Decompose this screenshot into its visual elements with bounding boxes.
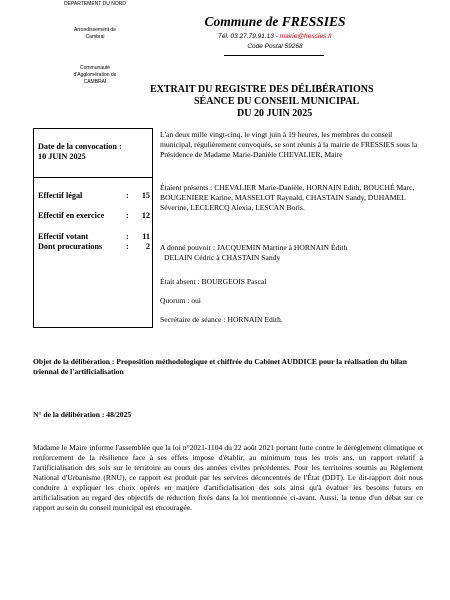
contact-block <box>200 32 350 52</box>
communaute-line: CAMBRAI <box>83 79 107 85</box>
arrondissement-line: Arrondissement de <box>74 27 116 33</box>
proxy-line: DELAIN Cédric à CHASTAIN Sandy <box>164 253 281 262</box>
stat-label: Effectif votant <box>38 232 89 241</box>
deliberation-body: Madame le Maire informe l'assemblée que la loi n°2021-1104 du 22 août 2021 portant lutte contre le dérèglement climatique et renforcement de la résilience face à ses effets impose d'établir, au minimum tous les trois ans, un rapport relatif à l'artificialisation des sols sur le territoire au cours des années civiles précédentes. Pour les territoires soumis au Règlement National d'Urbanisme (RNU), ce rapport est produit par les services déconcentrés de l'État (DDT). Le dit-rapport doit nous conduire à expliquer les choix opérés en matière d'artificialisation des sols ainsi qu'à évaluer les besoins futurs en artificialisation au regard des objectifs de réduction fixés dans la loi mentionnée ci-avant. Aussi, la tenue d'un débat sur ce rapport au sein du conseil municipal est encouragée. <box>33 443 423 512</box>
header-divider <box>224 55 324 56</box>
document-title <box>150 84 420 120</box>
stat-value: 15 <box>141 191 150 200</box>
communaute-block <box>40 65 150 86</box>
stat-value: 12 <box>141 211 150 220</box>
absent-line: Était absent : BOURGEOIS Pascal <box>160 277 267 286</box>
stat-label: Effectif en exercice <box>38 211 105 220</box>
proxies-block <box>160 243 422 263</box>
phone-line <box>200 32 350 42</box>
department-header <box>40 1 150 8</box>
phone-number: Tél. 03 27.79.91.13 - <box>217 33 280 40</box>
quorum-line: Quorum : oui <box>160 296 201 305</box>
deliberation-number: N° de la délibération : 48/2025 <box>33 410 132 419</box>
stat-value: 11 <box>142 232 150 241</box>
box-divider <box>34 177 152 178</box>
title-line: DU 20 JUIN 2025 <box>237 108 313 119</box>
title-line: SÉANCE DU CONSEIL MUNICIPAL <box>194 96 360 107</box>
commune-title: Commune de FRESSIES <box>204 14 346 29</box>
title-line: EXTRAIT DU REGISTRE DES DÉLIBÉRATIONS <box>150 84 374 95</box>
session-intro: L'an deux mille vingt-cinq, le vingt juin à 19 heures, les membres du conseil municipal, régulièrement convoqués, se sont réunis à la mairie de FRESSIES sous la Présidence de Madame Marie-Danièle CHEVALIER, Maire <box>160 130 418 159</box>
stat-label: Effectif légal <box>38 191 83 200</box>
communaute-line: Communauté <box>79 65 110 71</box>
attendees-present: Étaient présents : CHEVALIER Marie-Danièle, HORNAIN Edith, BOUCHÉ Marc, BOUGENIERE Karine, MASSELOT Raynald, CHASTAIN Sandy, DUHAMEL Séverine, LECLERCQ Alexia, LESCAN Boris. <box>160 183 415 212</box>
session-info-box: Date de la convocation : 10 JUIN 2025 Effectif légal : 15 Effectif en exercice : 12 Effectif votant : 11 Dont procurations : 2 <box>33 128 153 328</box>
communaute-line: d'Agglomération de <box>73 72 117 78</box>
convocation-label: Date de la convocation : <box>38 142 122 151</box>
deliberation-subject: Objet de la délibération : Proposition méthodologique et chiffrée du Cabinet AUDDICE pour la réalisation du bilan triennal de l'artificialisation <box>33 357 407 376</box>
proxy-line: A donné pouvoir : JACQUEMIN Martine à HORNAIN Édith <box>160 243 348 252</box>
convocation-block <box>38 142 122 162</box>
secretary-line: Secrétaire de séance : HORNAIN Edith. <box>160 315 283 324</box>
arrondissement-line: Cambrai <box>85 34 105 40</box>
postal-code: Code Postal 59268 <box>247 43 303 50</box>
department-name: DEPARTEMENT DU NORD <box>64 1 126 7</box>
email-link[interactable]: mairie@fressies.fr <box>279 33 333 40</box>
convocation-date: 10 JUIN 2025 <box>38 152 86 161</box>
arrondissement-block <box>40 27 150 41</box>
stat-label: Dont procurations <box>38 242 103 251</box>
stat-value: 2 <box>145 242 150 251</box>
